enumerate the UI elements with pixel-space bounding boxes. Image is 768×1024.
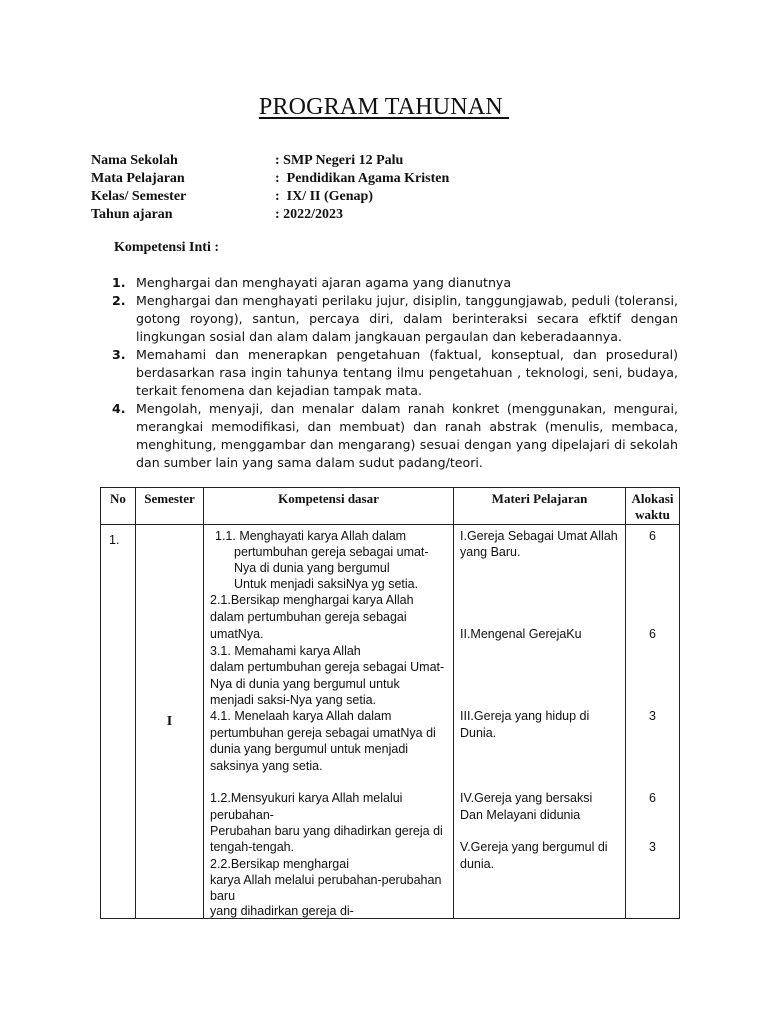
cell-materi — [454, 525, 626, 919]
alokasi-value: 6 — [649, 791, 656, 805]
identity-value: : Pendidikan Agama Kristen — [275, 171, 450, 186]
alokasi-value: 3 — [649, 709, 656, 723]
materi-line: Dunia. — [460, 726, 497, 740]
materi-line: Dan Melayani didunia — [460, 808, 581, 822]
program-table — [100, 487, 680, 919]
kd-line: saksinya yang setia. — [210, 759, 323, 773]
kd-line: Nya di dunia yang bergumul — [234, 561, 390, 575]
kd-line: perubahan- — [210, 808, 274, 822]
materi-line: III.Gereja yang hidup di — [460, 709, 590, 723]
identity-label: Kelas/ Semester — [91, 189, 187, 204]
kd-line: tengah-tengah. — [210, 840, 295, 854]
identity-label: Mata Pelajaran — [91, 171, 185, 186]
kd-line: Perubahan baru yang dihadirkan gereja di — [210, 824, 443, 838]
kd-line: 4.1. Menelaah karya Allah dalam — [210, 709, 392, 723]
list-number: 4. — [112, 401, 126, 416]
alokasi-value: 6 — [649, 627, 656, 641]
kompetensi-inti-list — [112, 274, 678, 472]
header-alokasi — [626, 488, 680, 525]
kd-line: dalam pertumbuhan gereja sebagai — [210, 610, 407, 624]
kd-line: baru — [210, 889, 236, 903]
header-alokasi-line2: waktu — [635, 507, 670, 522]
kd-line: 3.1. Memahami karya Allah — [210, 644, 361, 658]
alokasi-value: 3 — [649, 840, 656, 854]
table-row — [101, 525, 680, 919]
materi-line: I.Gereja Sebagai Umat Allah — [460, 529, 618, 543]
kd-line: 2.2.Bersikap menghargai — [210, 857, 349, 871]
kd-line: Nya di dunia yang bergumul untuk — [210, 677, 400, 691]
header-materi: Materi Pelajaran — [454, 488, 626, 525]
kd-lines — [204, 525, 453, 918]
header-no: No — [101, 488, 136, 525]
list-text: Menghargai dan menghayati ajaran agama yang dianutnya — [136, 275, 512, 290]
materi-line: II.Mengenal GerejaKu — [460, 627, 582, 641]
kd-line: umatNya. — [210, 627, 264, 641]
list-item — [112, 400, 678, 472]
kd-line: menjadi saksi-Nya yang setia. — [210, 693, 377, 707]
page-title: PROGRAM TAHUNAN — [258, 94, 510, 120]
kompetensi-inti-heading: Kompetensi Inti : — [114, 240, 219, 255]
kd-line: yang dihadirkan gereja di- — [210, 904, 354, 918]
list-number: 2. — [112, 293, 126, 308]
kd-line: 1.1. Menghayati karya Allah dalam — [215, 529, 407, 543]
list-text: Menghargai dan menghayati perilaku jujur, disiplin, tanggungjawab, peduli (toleransi, gotong royong), santun, percaya diri, dalam berinteraksi secara efktif dengan lingkungan sosial dan alam dalam jangkauan pergaulan dan keberadaannya. — [136, 293, 678, 344]
identity-value: : 2022/2023 — [275, 207, 344, 222]
header-alokasi-line1: Alokasi — [631, 491, 674, 506]
identity-label: Tahun ajaran — [91, 207, 173, 222]
header-semester: Semester — [136, 488, 204, 525]
list-item — [112, 274, 678, 292]
list-text: Memahami dan menerapkan pengetahuan (faktual, konseptual, dan prosedural) berdasarkan rasa ingin tahunya tentang ilmu pengetahuan , teknologi, seni, budaya, terkait fenomena dan kejadian tampak mata. — [136, 347, 678, 398]
list-number: 1. — [112, 275, 126, 290]
kd-line: pertumbuhan gereja sebagai umatNya di — [210, 726, 436, 740]
materi-line: IV.Gereja yang bersaksi — [460, 791, 593, 805]
kd-line: Untuk menjadi saksiNya yg setia. — [234, 577, 419, 591]
materi-line: yang Baru. — [460, 545, 521, 559]
materi-line: dunia. — [460, 857, 495, 871]
kd-line: pertumbuhan gereja sebagai umat- — [234, 545, 429, 559]
identity-value: : IX/ II (Genap) — [275, 189, 374, 204]
list-item — [112, 346, 678, 400]
kd-line: 2.1.Bersikap menghargai karya Allah — [210, 593, 414, 607]
list-number: 3. — [112, 347, 126, 362]
cell-no: 1. — [101, 525, 136, 919]
list-text: Mengolah, menyaji, dan menalar dalam ranah konkret (menggunakan, mengurai, merangkai memodifikasi, dan membuat) dan ranah abstrak (menulis, membaca, menghitung, menggambar dan mengarang) sesuai dengan yang dipelajari di sekolah dan sumber lain yang sama dalam sudut padang/teori. — [136, 401, 678, 470]
table-header-row — [101, 488, 680, 525]
cell-kompetensi-dasar — [204, 525, 454, 919]
header-kompetensi-dasar: Kompetensi dasar — [204, 488, 454, 525]
kd-line: dunia yang bergumul untuk menjadi — [210, 742, 409, 756]
materi-line: V.Gereja yang bergumul di — [460, 840, 608, 854]
identity-value: : SMP Negeri 12 Palu — [275, 153, 404, 168]
materi-lines — [454, 525, 625, 918]
cell-semester: I — [136, 525, 204, 919]
list-item — [112, 292, 678, 346]
kd-line: karya Allah melalui perubahan-perubahan — [210, 873, 442, 887]
alokasi-value: 6 — [649, 529, 656, 543]
identity-label: Nama Sekolah — [91, 153, 178, 168]
kd-line: dalam pertumbuhan gereja sebagai Umat- — [210, 660, 445, 674]
kd-line: 1.2.Mensyukuri karya Allah melalui — [210, 791, 403, 805]
cell-alokasi — [626, 525, 680, 919]
alokasi-values — [626, 525, 679, 918]
